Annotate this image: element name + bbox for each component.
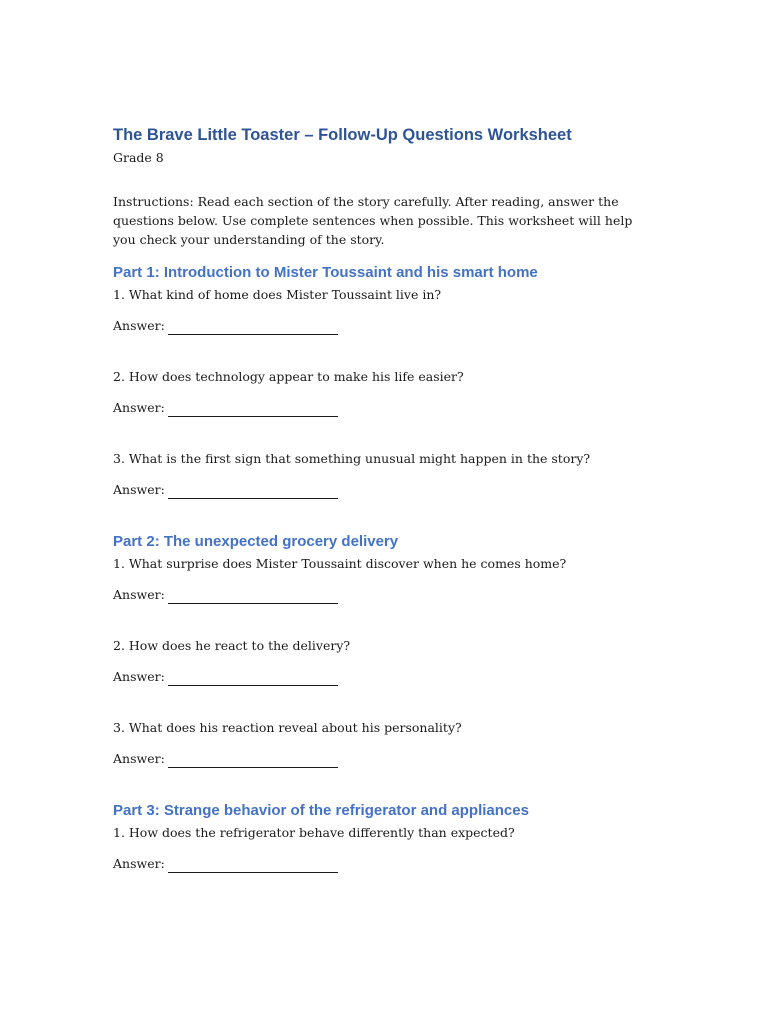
answer-label: Answer: xyxy=(113,400,165,415)
section-heading: Part 2: The unexpected grocery delivery xyxy=(113,533,399,550)
answer-label: Answer: xyxy=(113,856,165,871)
answer-row xyxy=(113,317,673,335)
section-part-2 xyxy=(113,532,673,768)
question-text: 1. What surprise does Mister Toussaint discover when he comes home? xyxy=(113,556,567,571)
answer-blank-line[interactable] xyxy=(168,672,338,686)
question-block xyxy=(113,368,673,417)
answer-label: Answer: xyxy=(113,669,165,684)
answer-row xyxy=(113,855,673,873)
question-text: 1. How does the refrigerator behave differently than expected? xyxy=(113,825,515,840)
question-block xyxy=(113,286,673,335)
question-block xyxy=(113,637,673,686)
answer-label: Answer: xyxy=(113,482,165,497)
answer-row xyxy=(113,750,673,768)
answer-label: Answer: xyxy=(113,751,165,766)
question-text: 1. What kind of home does Mister Toussaint live in? xyxy=(113,287,442,302)
instructions-text: Instructions: Read each section of the story carefully. After reading, answer the questions below. Use complete sentences when possible. This worksheet will help you check your understanding of the story. xyxy=(113,194,633,247)
question-block xyxy=(113,450,673,499)
answer-blank-line[interactable] xyxy=(168,754,338,768)
answer-blank-line[interactable] xyxy=(168,859,338,873)
question-text: 3. What is the first sign that something unusual might happen in the story? xyxy=(113,451,591,466)
worksheet-title: The Brave Little Toaster – Follow-Up Questions Worksheet xyxy=(113,126,572,144)
question-block xyxy=(113,555,673,604)
answer-row xyxy=(113,481,673,499)
grade-label: Grade 8 xyxy=(113,150,164,165)
question-text: 2. How does he react to the delivery? xyxy=(113,638,351,653)
answer-blank-line[interactable] xyxy=(168,590,338,604)
question-text: 3. What does his reaction reveal about his personality? xyxy=(113,720,462,735)
worksheet-page xyxy=(113,124,673,873)
answer-row xyxy=(113,586,673,604)
answer-blank-line[interactable] xyxy=(168,321,338,335)
answer-row xyxy=(113,399,673,417)
section-heading: Part 1: Introduction to Mister Toussaint and his smart home xyxy=(113,264,538,281)
answer-blank-line[interactable] xyxy=(168,403,338,417)
answer-blank-line[interactable] xyxy=(168,485,338,499)
question-text: 2. How does technology appear to make his life easier? xyxy=(113,369,464,384)
answer-label: Answer: xyxy=(113,318,165,333)
question-block xyxy=(113,719,673,768)
section-heading: Part 3: Strange behavior of the refrigerator and appliances xyxy=(113,802,529,819)
section-part-3 xyxy=(113,801,673,873)
answer-label: Answer: xyxy=(113,587,165,602)
answer-row xyxy=(113,668,673,686)
section-part-1 xyxy=(113,263,673,499)
question-block xyxy=(113,824,673,873)
